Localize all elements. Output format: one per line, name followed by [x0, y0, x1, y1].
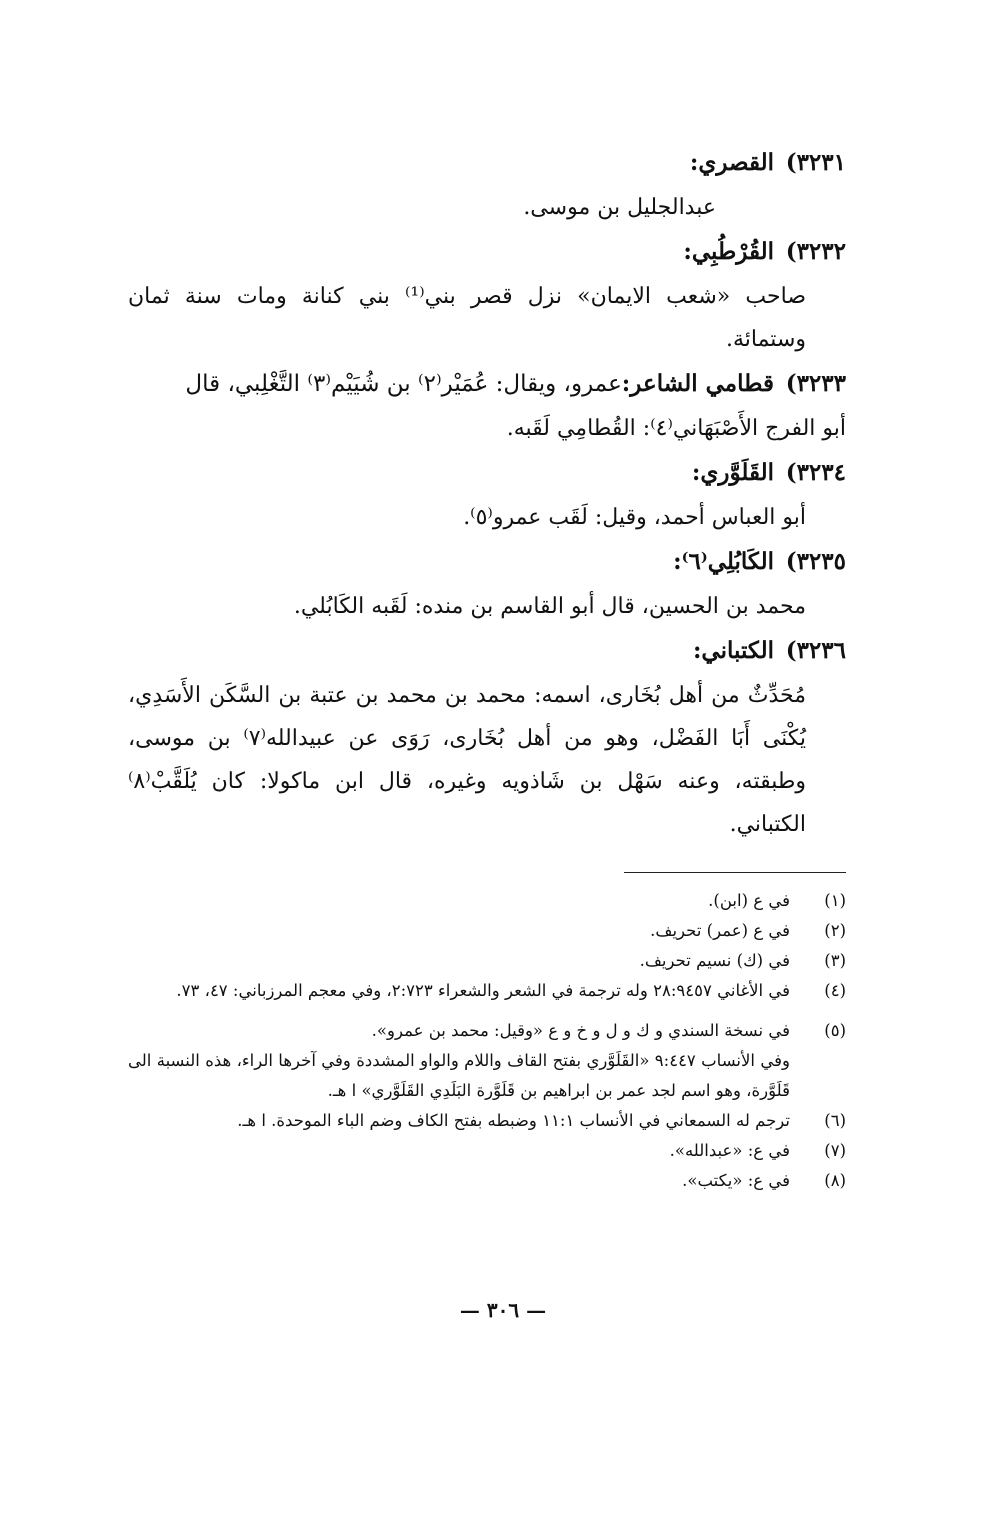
footnote-number: (٣) — [824, 951, 846, 970]
entry-3233 — [128, 361, 846, 450]
footnote-line: في (ك) نسيم تحريف. — [639, 951, 790, 970]
entries-list — [128, 140, 846, 846]
footnote-number: (٢) — [824, 921, 846, 940]
entry-body: أبو العباس أحمد، وقيل: لَقَب عمرو⁽٥⁾. — [463, 505, 806, 530]
footnote-text — [128, 976, 790, 1006]
entry-3231 — [128, 140, 846, 229]
entry-body: صاحب «شعب الايمان» نزل قصر بني⁽¹⁾ بني كنانة ومات سنة ثمان وستمائة. — [128, 284, 807, 352]
entry-heading — [128, 361, 846, 407]
entry-3232 — [128, 229, 846, 361]
footnote-divider — [624, 872, 846, 873]
footnote-line: في ع: «عبدالله». — [669, 1141, 790, 1160]
footnote-text — [128, 1016, 790, 1106]
entry-body: مُحَدِّثٌ من أهل بُخَارى، اسمه: محمد بن محمد بن عتبة بن السَّكَن الأَسَدِي، يُكْنَى أَبَا الفَضْل، وهو من أهل بُخَارى، رَوَى عن عبيدالله⁽٧⁾ بن موسى، وطبقته، وعنه سَهْل بن شَاذويه وغيره، قال ابن ماكولا: كان يُلَقَّبْ⁽٨⁾ الكتباني. — [128, 683, 807, 837]
footnote-text — [128, 1166, 790, 1196]
footnote-line: ترجم له السمعاني في الأنساب ١١:١ وضبطه بفتح الكاف وضم الباء الموحدة. ا هـ. — [237, 1111, 790, 1130]
footnote-line: في الأغاني ٢٨:٩٤٥٧ وله ترجمة في الشعر والشعراء ٢:٧٢٣، وفي معجم المرزباني: ٤٧، ٧٣. — [176, 981, 790, 1000]
entry-heading — [128, 539, 846, 585]
footnote-5 — [128, 1016, 846, 1106]
footnote-number: (٨) — [824, 1171, 846, 1190]
entry-heading — [128, 229, 846, 275]
entry-number: ٣٢٣٢) — [785, 238, 846, 265]
footnote-number: (٤) — [824, 981, 846, 1000]
entry-number: ٣٢٣٤) — [785, 459, 846, 486]
entry-inline-text: عمرو، ويقال: عُمَيْر⁽٢⁾ بن شُيَيْم⁽٣⁾ التَّغْلِبي، قال — [185, 371, 622, 397]
entry-heading — [128, 628, 846, 674]
footnote-text — [128, 1106, 790, 1136]
footnotes-list — [128, 886, 846, 1196]
footnote-1 — [128, 886, 846, 916]
entry-title: القَلَوَّري: — [691, 459, 774, 486]
entry-3235 — [128, 539, 846, 628]
footnote-line: في نسخة السندي و ك و ل و خ و ع «وقيل: محمد بن عمرو». — [371, 1021, 790, 1040]
entry-3234 — [128, 450, 846, 539]
footnote-line: في ع: «يكتب». — [682, 1171, 790, 1190]
footnote-text — [128, 916, 790, 946]
footnote-line: في ع (ابن). — [708, 891, 790, 910]
footnote-text — [128, 946, 790, 976]
footnote-6 — [128, 1106, 846, 1136]
footnote-7 — [128, 1136, 846, 1166]
entry-heading — [128, 140, 846, 186]
entry-number: ٣٢٣٣) — [785, 370, 846, 397]
footnote-2 — [128, 916, 846, 946]
footnote-number: (٧) — [824, 1141, 846, 1160]
entry-3236 — [128, 628, 846, 846]
footnote-line: وفي الأنساب ٩:٤٤٧ «القَلَوَّري بفتح القاف واللام والواو المشددة وفي آخرها الراء، هذه النسبة الى قَلَوَّرة، وهو اسم لجد عمر بن ابراهيم بن قَلَوَّرة البَلَدِي القَلَوَّري» ا هـ. — [128, 1051, 790, 1100]
entry-title: قطامي الشاعر: — [621, 370, 774, 397]
footnote-4 — [128, 976, 846, 1006]
footnote-number: (٥) — [824, 1021, 846, 1040]
entry-heading — [128, 450, 846, 496]
entry-number: ٣٢٣٥) — [785, 548, 846, 575]
footnote-text — [128, 1136, 790, 1166]
entry-body: محمد بن الحسين، قال أبو القاسم بن منده: لَقَبه الكَابُلي. — [293, 594, 806, 619]
entry-title: الكَابُلِي⁽٦⁾: — [673, 548, 774, 575]
entry-title: الكتباني: — [692, 637, 774, 664]
page-number: — ٣٠٦ — — [459, 1298, 547, 1322]
entry-body: عبدالجليل بن موسى. — [523, 195, 716, 220]
footnote-8 — [128, 1166, 846, 1196]
footnote-number: (٦) — [824, 1111, 846, 1130]
footnote-number: (١) — [824, 891, 846, 910]
footnote-3 — [128, 946, 846, 976]
footnote-line: في ع (عمر) تحريف. — [650, 921, 790, 940]
entry-number: ٣٢٣١) — [785, 149, 846, 176]
entry-title: القصري: — [689, 149, 774, 176]
footnote-text — [128, 886, 790, 916]
entry-body: أبو الفرج الأَصْبَهَاني⁽٤⁾: القُطامِي لَقَبه. — [506, 416, 846, 441]
entry-title: القُرْطُبِي: — [683, 238, 774, 265]
entry-number: ٣٢٣٦) — [785, 637, 846, 664]
